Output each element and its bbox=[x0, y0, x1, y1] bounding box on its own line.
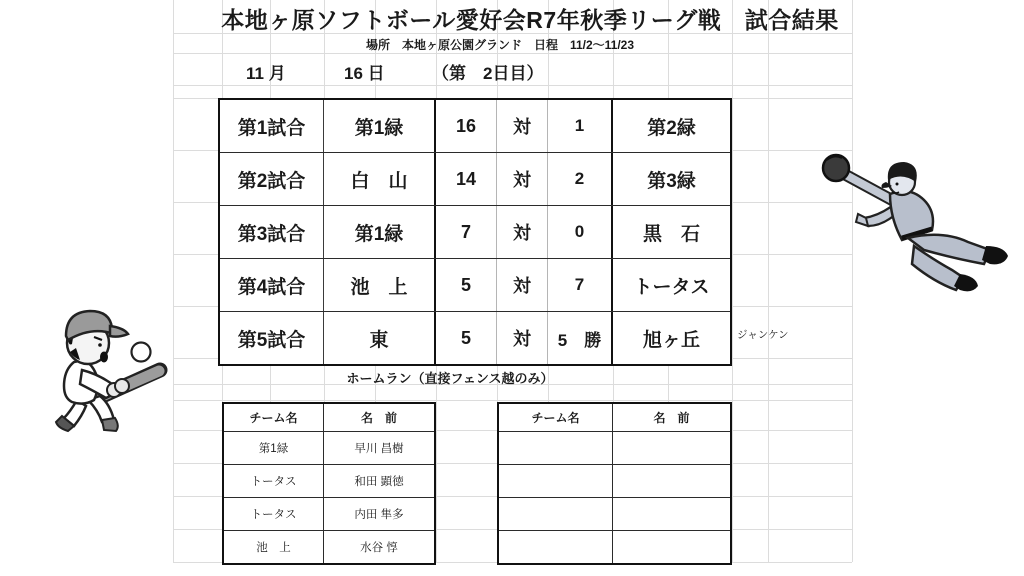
team-name: トータス bbox=[224, 498, 324, 530]
home-team: 白 山 bbox=[324, 153, 436, 205]
table-header-row bbox=[499, 404, 730, 431]
venue-schedule-subtitle: 場所 本地ヶ原公園グランド 日程 11/2～11/23 bbox=[365, 38, 635, 52]
table-row bbox=[224, 530, 434, 563]
away-team: 旭ヶ丘 bbox=[642, 329, 700, 351]
date-month: 11 月 bbox=[246, 64, 286, 83]
team-name: トータス bbox=[224, 465, 324, 497]
vs-label: 対 bbox=[497, 259, 548, 311]
team-name: 第1緑 bbox=[224, 432, 324, 464]
game-label: 第4試合 bbox=[220, 259, 324, 311]
vs-label: 対 bbox=[497, 312, 548, 364]
vs-label: 対 bbox=[497, 100, 548, 152]
gridline bbox=[173, 53, 852, 54]
game-label: 第5試合 bbox=[220, 312, 324, 364]
table-row bbox=[499, 464, 730, 497]
away-score: 0 bbox=[548, 206, 613, 258]
results-table bbox=[218, 98, 732, 366]
game-label: 第1試合 bbox=[220, 100, 324, 152]
team-column-header: チーム名 bbox=[499, 404, 613, 431]
homerun-section-label: ホームラン（直接フェンス越のみ） bbox=[346, 371, 554, 386]
player-name bbox=[613, 531, 730, 563]
team-name: 池 上 bbox=[224, 531, 324, 563]
away-score: 2 bbox=[548, 153, 613, 205]
name-column-header: 名 前 bbox=[360, 411, 397, 425]
home-team: 池 上 bbox=[324, 259, 436, 311]
team-name bbox=[499, 465, 613, 497]
page-title: 本地ヶ原ソフトボール愛好会R7年秋季リーグ戦 試合結果 bbox=[221, 7, 839, 33]
away-team: 第3緑 bbox=[647, 170, 696, 192]
away-team: 黒 石 bbox=[642, 223, 700, 245]
tiebreak-note: ジャンケン bbox=[737, 329, 789, 341]
batter-swinging-illustration bbox=[22, 300, 172, 445]
team-column-header: チーム名 bbox=[224, 404, 324, 431]
vs-label: 対 bbox=[497, 206, 548, 258]
table-row bbox=[220, 259, 730, 312]
player-name bbox=[613, 432, 730, 464]
homerun-table-right bbox=[497, 402, 732, 565]
home-score: 16 bbox=[436, 100, 497, 152]
home-team: 第1緑 bbox=[324, 206, 436, 258]
player-name bbox=[613, 465, 730, 497]
game-label: 第2試合 bbox=[220, 153, 324, 205]
table-row bbox=[499, 497, 730, 530]
game-label: 第3試合 bbox=[220, 206, 324, 258]
table-row bbox=[220, 153, 730, 206]
gridline bbox=[173, 400, 852, 401]
home-score: 5 bbox=[436, 312, 497, 364]
away-score: 5 勝 bbox=[548, 312, 613, 364]
date-day: 16 日 bbox=[344, 64, 385, 83]
player-name: 内田 隼多 bbox=[354, 509, 404, 521]
player-name: 和田 顕徳 bbox=[354, 476, 404, 488]
gridline bbox=[173, 85, 852, 86]
table-row bbox=[220, 206, 730, 259]
player-name: 水谷 惇 bbox=[360, 542, 398, 554]
team-name bbox=[499, 432, 613, 464]
team-name bbox=[499, 498, 613, 530]
home-team: 第1緑 bbox=[324, 100, 436, 152]
player-name bbox=[613, 498, 730, 530]
team-name bbox=[499, 531, 613, 563]
away-team: トータス bbox=[633, 276, 710, 298]
name-column-header: 名 前 bbox=[653, 411, 690, 425]
home-team: 東 bbox=[324, 312, 436, 364]
table-row bbox=[220, 312, 730, 364]
home-score: 14 bbox=[436, 153, 497, 205]
table-header-row bbox=[224, 404, 434, 431]
table-row bbox=[220, 100, 730, 153]
player-name: 早川 昌樹 bbox=[354, 443, 404, 455]
diving-fielder-illustration bbox=[812, 142, 1012, 294]
table-row bbox=[224, 464, 434, 497]
table-row bbox=[499, 530, 730, 563]
home-score: 5 bbox=[436, 259, 497, 311]
away-score: 7 bbox=[548, 259, 613, 311]
table-row bbox=[224, 497, 434, 530]
away-score: 1 bbox=[548, 100, 613, 152]
home-score: 7 bbox=[436, 206, 497, 258]
table-row bbox=[224, 431, 434, 464]
date-round-note: （第 2日目） bbox=[432, 64, 544, 83]
table-row bbox=[499, 431, 730, 464]
vs-label: 対 bbox=[497, 153, 548, 205]
away-team: 第2緑 bbox=[647, 117, 696, 139]
homerun-table-left bbox=[222, 402, 436, 565]
